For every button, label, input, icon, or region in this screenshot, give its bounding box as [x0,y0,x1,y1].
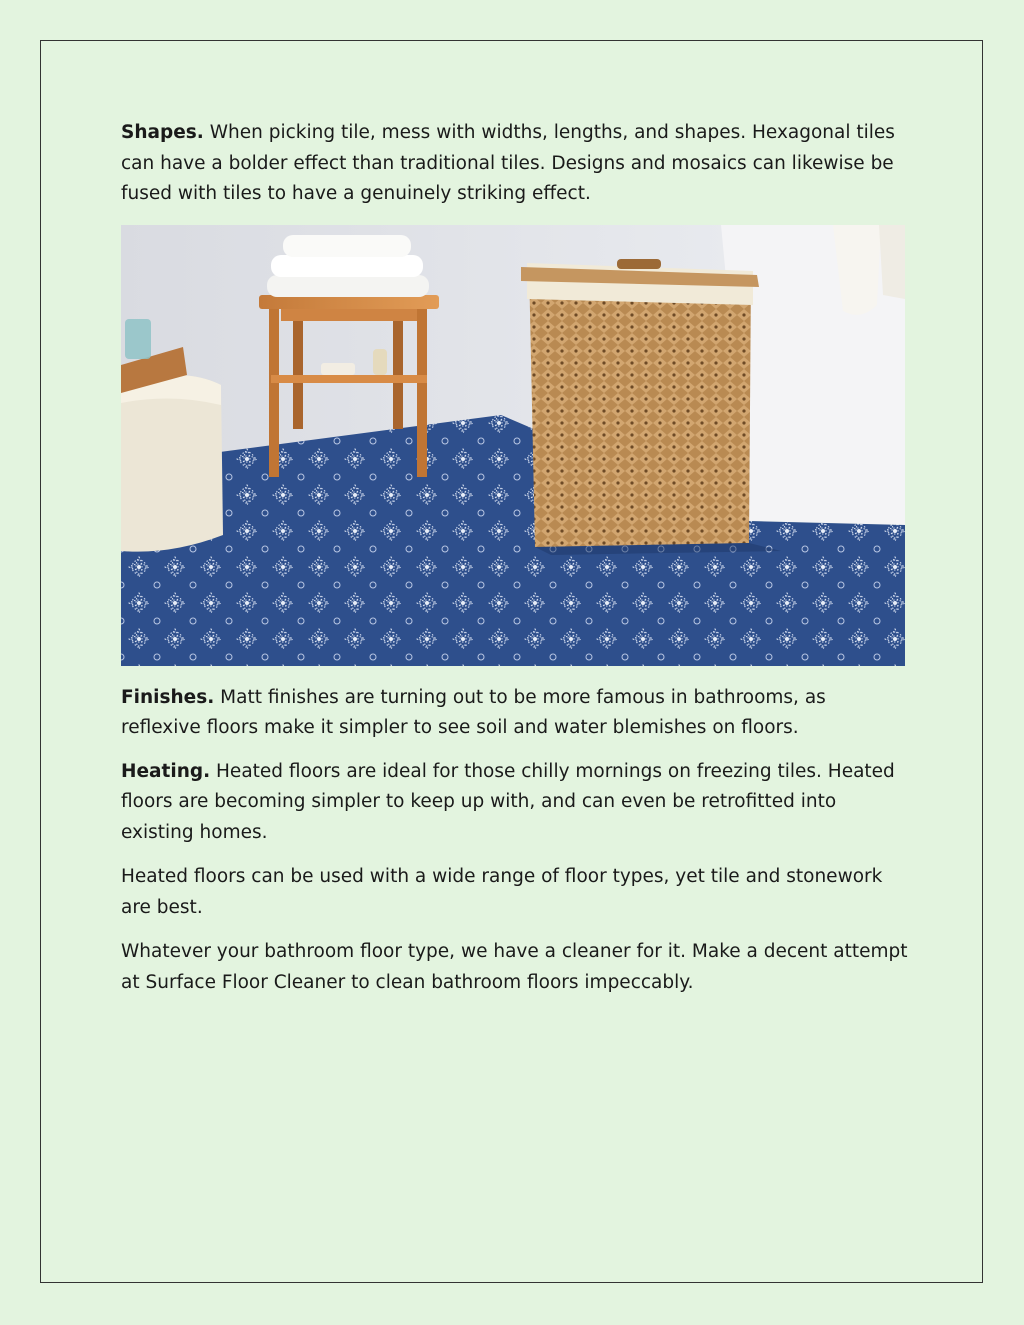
lead-heating: Heating. [121,760,211,782]
paragraph-closing: Whatever your bathroom floor type, we have a cleaner for it. Make a decent attempt at Surface Floor Cleaner to clean bathroom floors impeccably. [121,941,908,993]
document-body [121,118,911,998]
paragraph-heated-floor-types: Heated floors can be used with a wide range of floor types, yet tile and stonework are best. [121,866,883,918]
paragraph-finishes [121,683,911,744]
text-shapes: When picking tile, mess with widths, lengths, and shapes. Hexagonal tiles can have a bolder effect than traditional tiles. Designs and mosaics can likewise be fused with tiles to have a genuinely striking effect. [121,122,895,204]
paragraph-shapes [121,118,911,210]
text-heating: Heated floors are ideal for those chilly mornings on freezing tiles. Heated floors are becoming simpler to keep up with, and can even be retrofitted into existing homes. [121,760,895,843]
lead-shapes: Shapes. [121,122,204,143]
bathroom-floor-photo [121,225,905,666]
lead-finishes: Finishes. [121,686,215,708]
text-finishes: Matt finishes are turning out to be more famous in bathrooms, as reflexive floors make it simpler to see soil and water blemishes on floors. [121,686,826,738]
paragraph-heating [121,757,911,849]
